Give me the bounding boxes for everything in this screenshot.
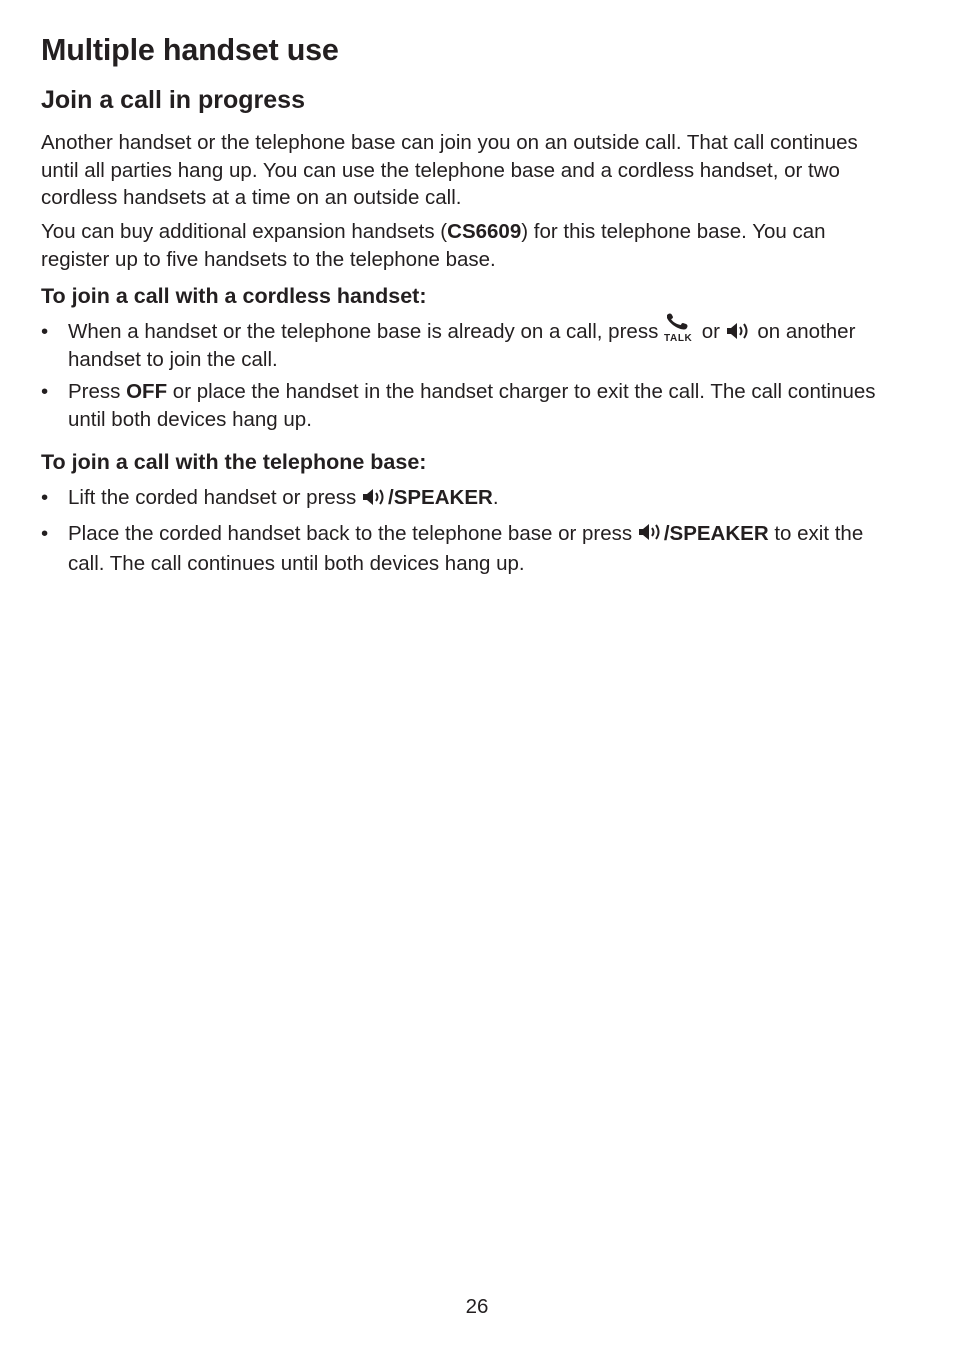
intro-paragraph: Another handset or the telephone base can join you on an outside call. That call continues until all parties hang up. You can use the telephone base and a cordless handset, or two cordless handsets at a time on an outside call. (41, 131, 858, 209)
step-text-after: . (492, 486, 499, 509)
cordless-steps-list (41, 318, 901, 433)
bullet-dot: • (41, 380, 49, 403)
expansion-text-before: You can buy additional expansion handsets ( (41, 220, 448, 243)
step-text-after: on another handset to join the call. (68, 320, 856, 371)
talk-phone-icon (664, 318, 696, 344)
list-item (41, 484, 901, 512)
step-text-before: Lift the corded handset or press (68, 486, 363, 509)
off-key-label: OFF (126, 380, 168, 403)
cordless-heading: To join a call with a cordless handset: (41, 284, 427, 308)
section-heading: Join a call in progress (41, 86, 305, 114)
page-number: 26 (465, 1295, 489, 1318)
speaker-icon (726, 321, 752, 341)
model-number: CS6609 (447, 220, 522, 243)
step-text-after: to exit the call. The call continues until both devices hang up. (68, 521, 864, 575)
expansion-paragraph (41, 218, 891, 273)
step-text-before: Press (68, 380, 127, 403)
expansion-text-after: ) for this telephone base. You can register up to five handsets to the telephone base. (41, 220, 826, 271)
list-item (41, 519, 901, 579)
step-text-before: When a handset or the telephone base is already on a call, press (68, 320, 659, 343)
base-heading: To join a call with the telephone base: (41, 450, 427, 474)
base-steps-list (41, 484, 901, 579)
speaker-icon (362, 487, 388, 507)
bullet-dot: • (41, 486, 49, 509)
bullet-dot: • (41, 320, 49, 343)
talk-label: TALK (664, 333, 693, 344)
step-text-after: or place the handset in the handset charger to exit the call. The call continues until both devices hang up. (68, 380, 876, 431)
step-text-before: Place the corded handset back to the telephone base or press (68, 521, 638, 545)
list-item (41, 378, 901, 433)
list-item (41, 318, 901, 373)
or-text: or (701, 320, 720, 343)
page-title: Multiple handset use (41, 33, 339, 67)
speaker-icon (638, 522, 664, 542)
bullet-dot: • (41, 521, 49, 545)
speaker-key-label: /SPEAKER (388, 486, 493, 509)
speaker-key-label: /SPEAKER (663, 521, 769, 545)
